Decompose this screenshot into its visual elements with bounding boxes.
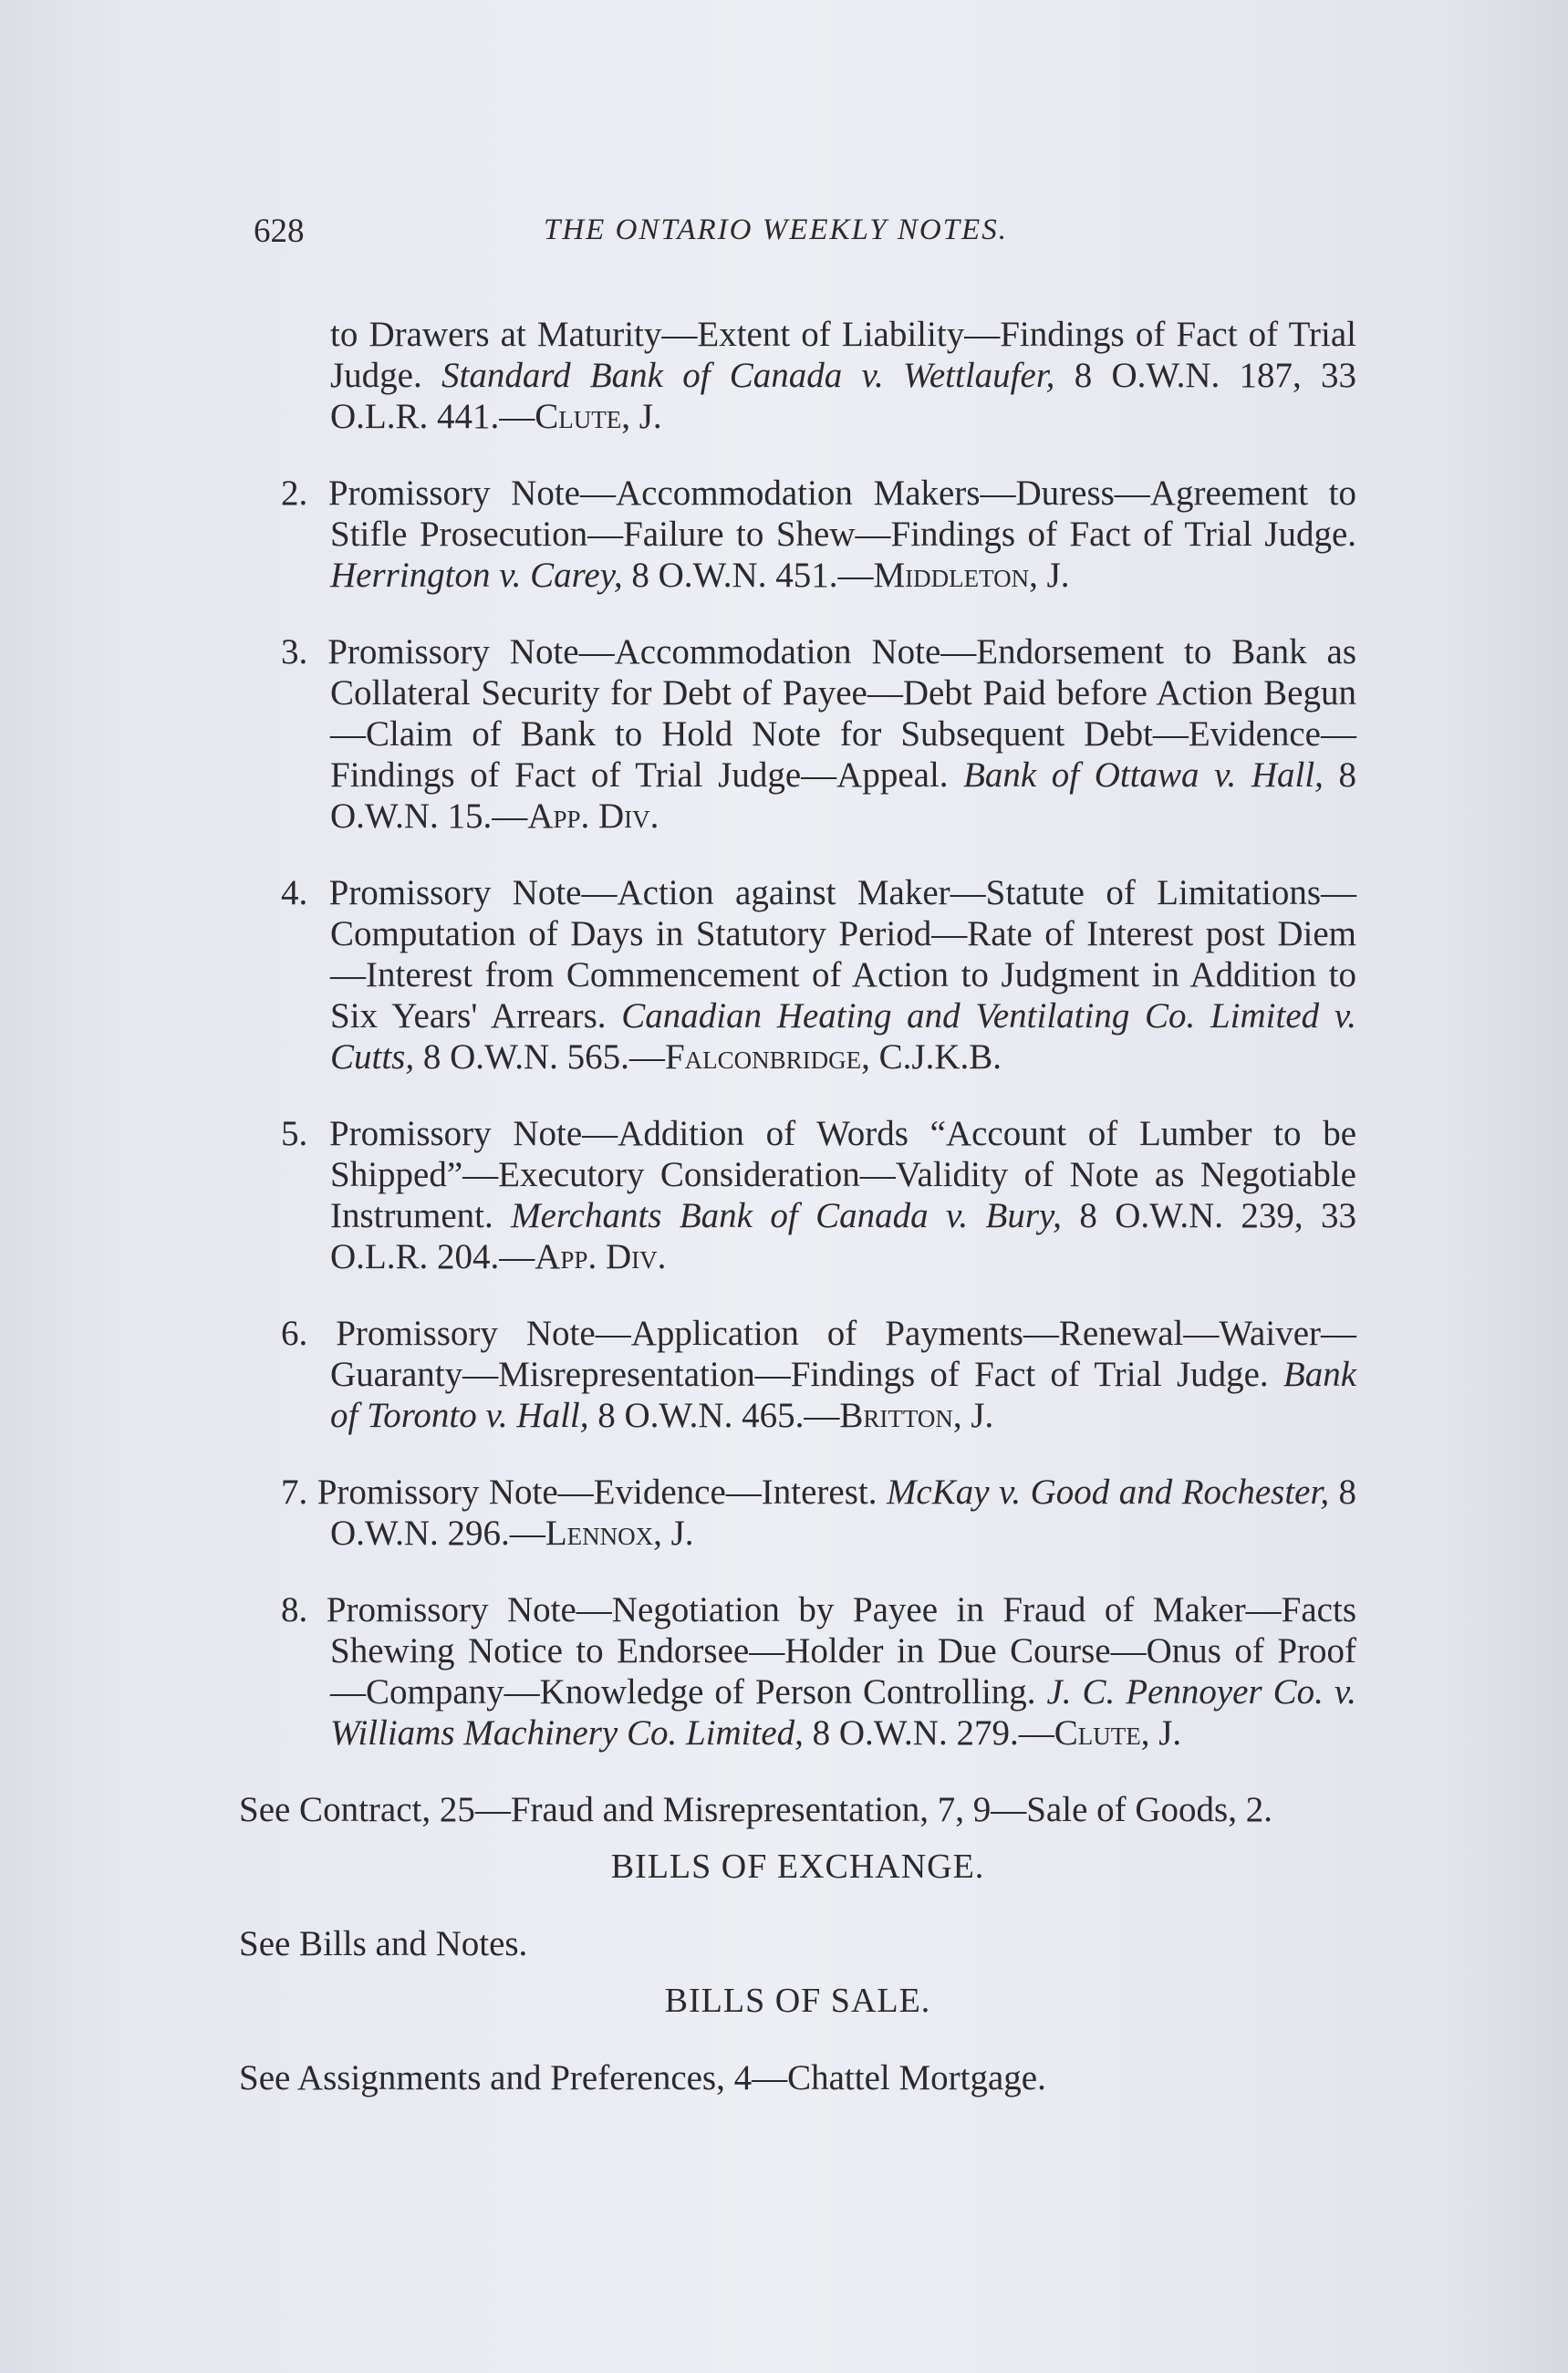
case-name: Herrington v. Carey, (330, 556, 623, 595)
entry-text: Promissory Note—Application of Payments—Renewal—Waiver—Guaranty—Misrepresentation—Findings of Fact of Trial Judge. (330, 1314, 1356, 1394)
digest-entry-4 (239, 872, 1356, 1077)
judge: Falconbridge, C.J.K.B. (664, 1037, 1002, 1077)
digest-entry-2 (239, 473, 1356, 596)
see-also-bills-of-exchange: See Bills and Notes. (239, 1924, 528, 1963)
case-name: Standard Bank of Canada v. Wettlaufer, (441, 356, 1055, 395)
entry-number: 3. (281, 632, 308, 671)
case-name: McKay v. Good and Rochester, (886, 1473, 1330, 1512)
entry-number: 7. (281, 1473, 308, 1512)
entry-number: 6. (281, 1314, 308, 1353)
see-also-reference: See Contract, 25—Fraud and Misrepresentation, 7, 9—Sale of Goods, 2. (239, 1790, 1272, 1829)
digest-entry-7 (239, 1472, 1356, 1554)
entry-text: Promissory Note—Addition of Words “Account of Lumber to be Shipped”—Executory Consideration—Validity of Note as Negotiable Instrument. (328, 1114, 1357, 1235)
entry-number: 2. (281, 474, 308, 513)
digest-entry-3 (239, 631, 1356, 837)
running-head: THE ONTARIO WEEKLY NOTES. (544, 213, 1008, 246)
digest-entry-5 (239, 1113, 1356, 1277)
digest-entry-6 (239, 1313, 1356, 1436)
entry-text: to Drawers at Maturity—Extent of Liability—Findings of Fact of Trial Judge. (330, 315, 1356, 395)
section-heading-bills-of-exchange: BILLS OF EXCHANGE. (610, 1847, 985, 1886)
citation: 8 O.W.N. 565.— (422, 1037, 665, 1077)
entry-text: Promissory Note—Accommodation Makers—Duress—Agreement to Stifle Prosecution—Failure to Shew—Findings of Fact of Trial Judge. (327, 474, 1356, 554)
entry-number: 8. (281, 1590, 308, 1629)
case-name: Merchants Bank of Canada v. Bury, (511, 1196, 1062, 1235)
citation: 8 O.W.N. 296.— (330, 1473, 1357, 1553)
see-also-bills-of-sale: See Assignments and Preferences, 4—Chattel Mortgage. (239, 2058, 1046, 2097)
citation: 8 O.W.N. 451.— (631, 556, 874, 595)
judge: Clute, J. (1054, 1713, 1182, 1753)
judge: Clute, J. (535, 397, 662, 436)
entry-text: Promissory Note—Accommodation Note—Endorsement to Bank as Collateral Security for Debt of Payee—Debt Paid before Action Begun—Claim of Bank to Hold Note for Subsequent Debt—Evidence—Findings of Fact of Trial Judge—Appeal. (327, 632, 1357, 795)
page-number: 628 (254, 213, 305, 250)
citation: 8 O.W.N. 465.— (597, 1396, 840, 1435)
judge: Middleton, J. (873, 556, 1070, 595)
case-name: J. C. Pennoyer Co. v. Williams Machinery Co. Limited, (330, 1672, 1356, 1753)
entry-number: 4. (281, 873, 308, 912)
digest-entry-8 (239, 1589, 1356, 1754)
section-heading-bills-of-sale: BILLS OF SALE. (664, 1982, 931, 2020)
entry-number: 5. (281, 1114, 308, 1153)
case-name: Bank of Toronto v. Hall, (330, 1355, 1357, 1435)
judge: Lennox, J. (545, 1514, 694, 1553)
entry-text: Promissory Note—Negotiation by Payee in Fraud of Maker—Facts Shewing Notice to Endorsee—Holder in Due Course—Onus of Proof—Company—Knowledge of Person Controlling. (326, 1590, 1356, 1712)
citation: 8 O.W.N. 239, 33 O.L.R. 204.— (330, 1196, 1357, 1276)
citation: 8 O.W.N. 15.— (330, 755, 1356, 836)
page-body (239, 278, 1356, 2115)
page-header (254, 212, 1348, 266)
citation: 8 O.W.N. 187, 33 O.L.R. 441.— (330, 356, 1356, 436)
digest-entry-continued (239, 314, 1356, 437)
entry-text: Promissory Note—Evidence—Interest. (317, 1473, 877, 1512)
judge: App. Div. (527, 796, 659, 836)
citation: 8 O.W.N. 279.— (812, 1713, 1054, 1753)
entry-text: Promissory Note—Action against Maker—Statute of Limitations—Computation of Days in Statutory Period—Rate of Interest post Diem—Interest from Commencement of Action to Judgment in Addition to Six Years' Arrears. (328, 873, 1356, 1036)
judge: App. Div. (535, 1237, 667, 1276)
judge: Britton, J. (839, 1396, 994, 1435)
case-name: Canadian Heating and Ventilating Co. Limited v. Cutts, (330, 996, 1356, 1077)
case-name: Bank of Ottawa v. Hall, (963, 755, 1324, 795)
